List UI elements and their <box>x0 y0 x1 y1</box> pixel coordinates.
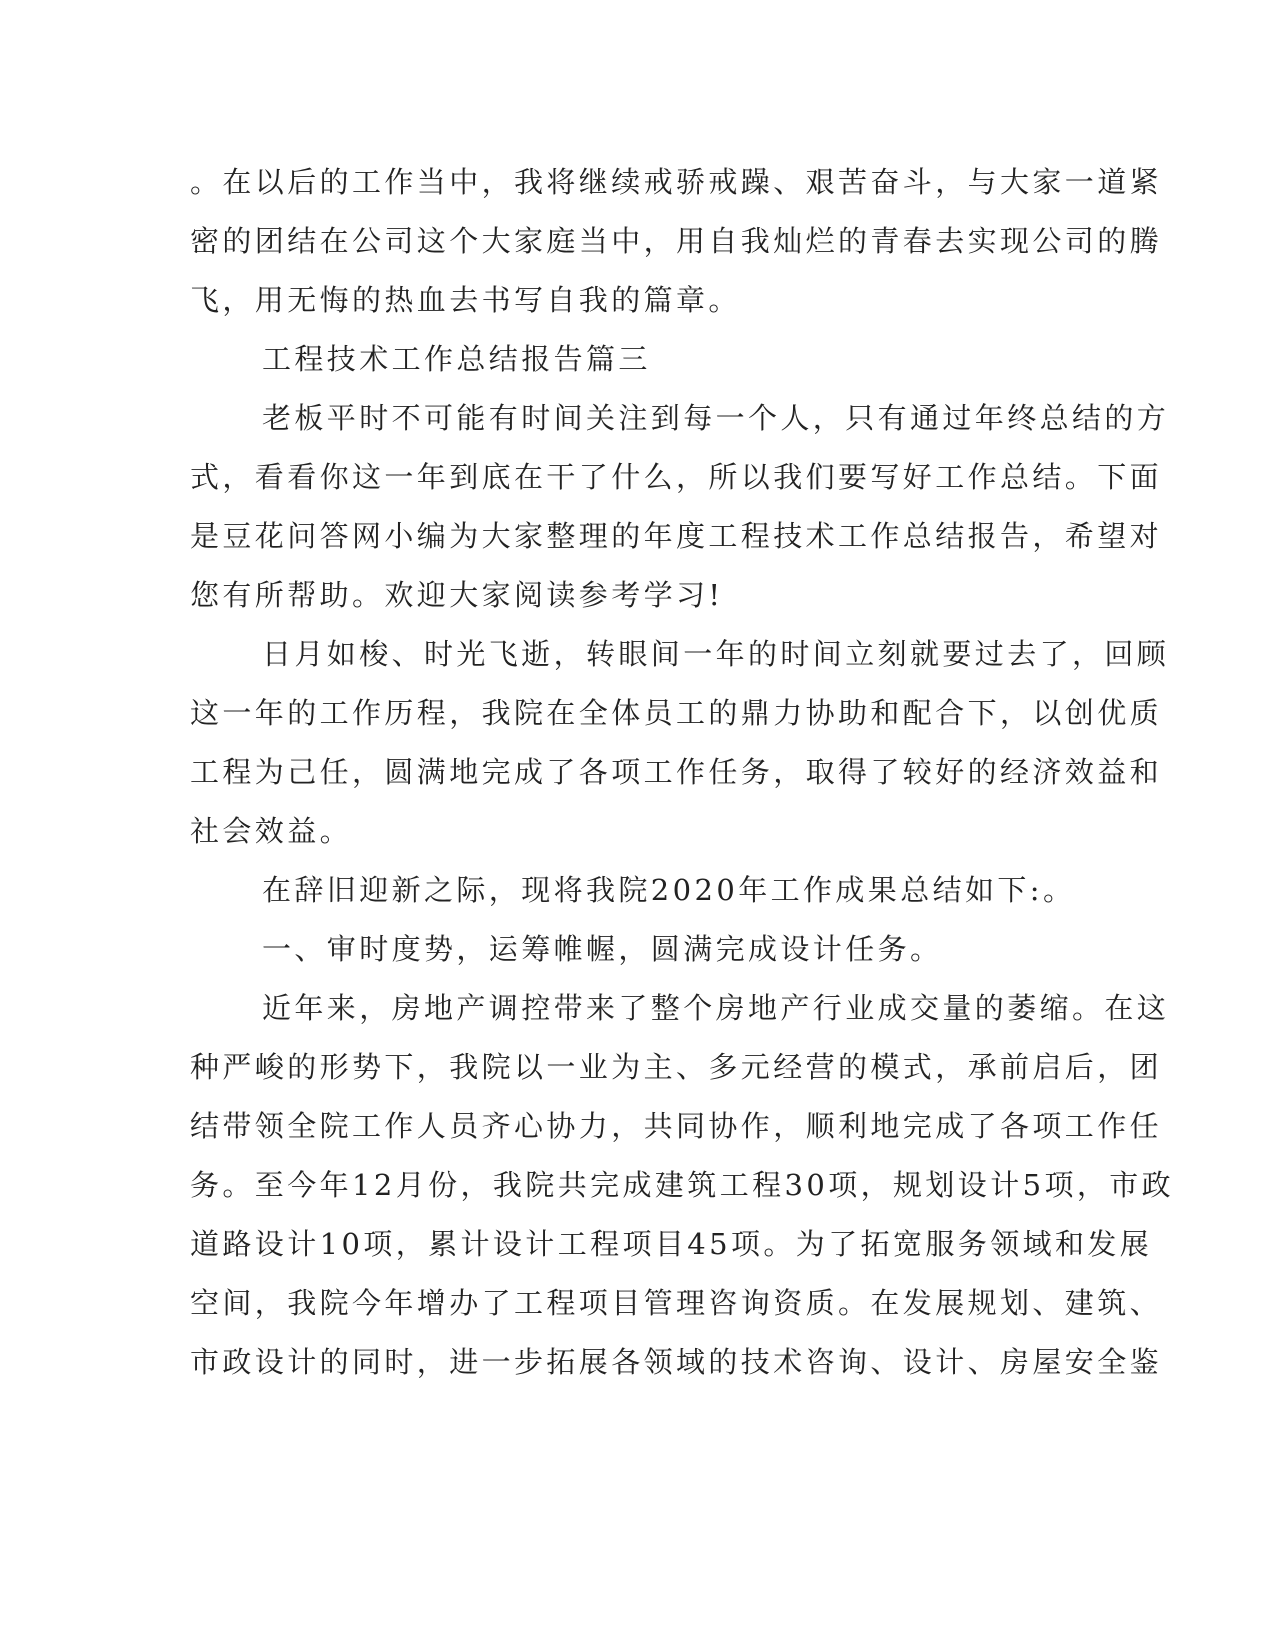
paragraph-line: 结带领全院工作人员齐心协力，共同协作，顺利地完成了各项工作任 <box>190 1109 1163 1143</box>
section-heading: 一、审时度势，运筹帷幄，圆满完成设计任务。 <box>262 932 943 966</box>
section-heading: 工程技术工作总结报告篇三 <box>262 342 651 376</box>
text-line-continuation: 。在以后的工作当中，我将继续戒骄戒躁、艰苦奋斗，与大家一道紧 <box>190 165 1163 199</box>
paragraph-line: 务。至今年12月份，我院共完成建筑工程30项，规划设计5项，市政 <box>190 1168 1175 1202</box>
paragraph-line: 这一年的工作历程，我院在全体员工的鼎力协助和配合下，以创优质 <box>190 696 1163 730</box>
paragraph-first-line: 近年来，房地产调控带来了整个房地产行业成交量的萎缩。在这 <box>262 991 1170 1025</box>
paragraph-line: 是豆花问答网小编为大家整理的年度工程技术工作总结报告，希望对 <box>190 519 1163 553</box>
paragraph-first-line: 老板平时不可能有时间关注到每一个人，只有通过年终总结的方 <box>262 401 1170 435</box>
paragraph-line: 道路设计10项，累计设计工程项目45项。为了拓宽服务领域和发展 <box>190 1227 1153 1261</box>
paragraph-line: 空间，我院今年增办了工程项目管理咨询资质。在发展规划、建筑、 <box>190 1286 1163 1320</box>
paragraph-line: 市政设计的同时，进一步拓展各领域的技术咨询、设计、房屋安全鉴 <box>190 1345 1163 1379</box>
paragraph-line: 社会效益。 <box>190 814 353 848</box>
paragraph-line: 种严峻的形势下，我院以一业为主、多元经营的模式，承前启后，团 <box>190 1050 1163 1084</box>
text-line-continuation: 密的团结在公司这个大家庭当中，用自我灿烂的青春去实现公司的腾 <box>190 224 1163 258</box>
paragraph-line: 式，看看你这一年到底在干了什么，所以我们要写好工作总结。下面 <box>190 460 1163 494</box>
paragraph-first-line: 在辞旧迎新之际，现将我院2020年工作成果总结如下:。 <box>262 873 1076 907</box>
paragraph-line: 您有所帮助。欢迎大家阅读参考学习! <box>190 578 724 612</box>
paragraph-first-line: 日月如梭、时光飞逝，转眼间一年的时间立刻就要过去了，回顾 <box>262 637 1170 671</box>
text-line-continuation: 飞，用无悔的热血去书写自我的篇章。 <box>190 283 741 317</box>
paragraph-line: 工程为己任，圆满地完成了各项工作任务，取得了较好的经济效益和 <box>190 755 1163 789</box>
